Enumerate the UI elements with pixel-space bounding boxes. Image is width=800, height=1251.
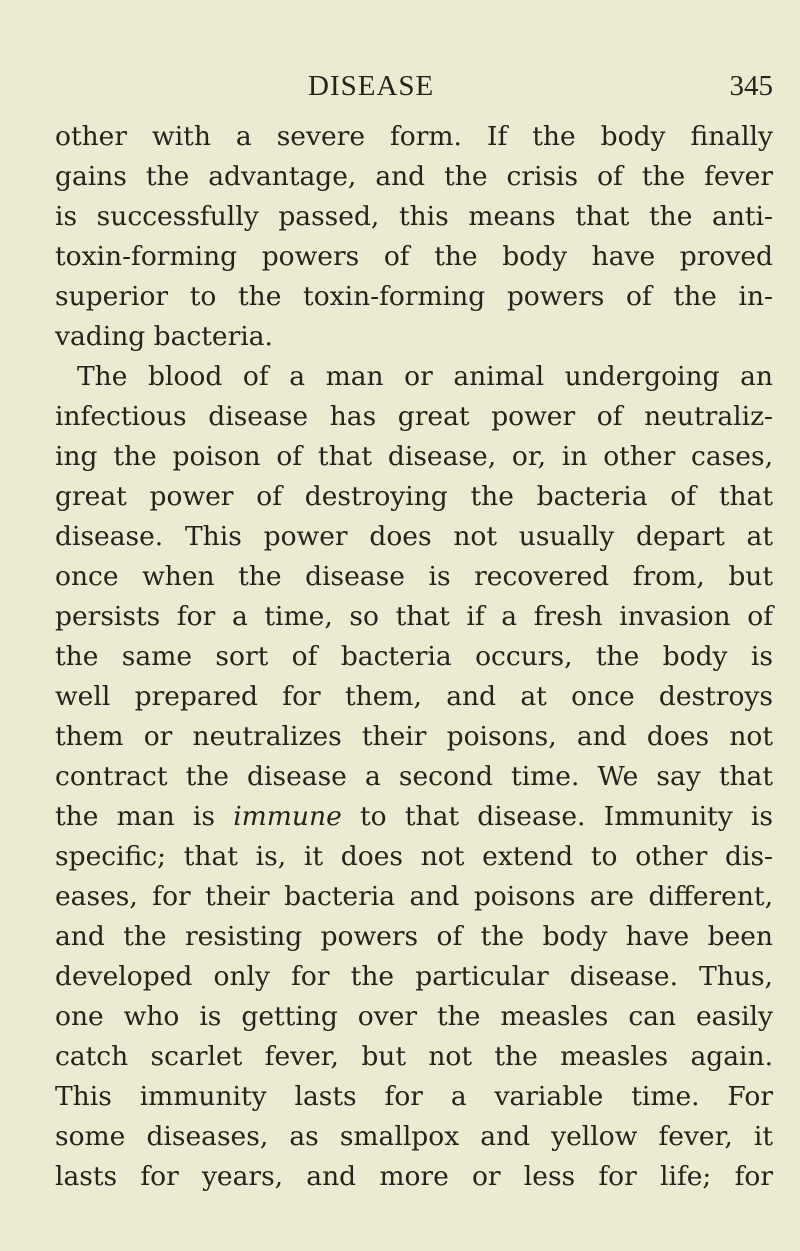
text-line: well prepared for them, and at once destroys (55, 681, 773, 712)
emphasized-word: immune (233, 801, 342, 832)
text-line: specific; that is, it does not extend to other dis- (55, 841, 773, 872)
text-line: great power of destroying the bacteria of that (55, 481, 773, 512)
text-line: vading bacteria. (55, 321, 273, 352)
page-number: 345 (729, 70, 773, 102)
line-segment: to that disease. Immunity is (360, 801, 773, 832)
text-line: disease. This power does not usually depart at (55, 521, 773, 552)
text-line: eases, for their bacteria and poisons are different, (55, 881, 773, 912)
text-line: contract the disease a second time. We say that (55, 761, 773, 792)
text-line: catch scarlet fever, but not the measles again. (55, 1041, 773, 1072)
text-line: toxin-forming powers of the body have proved (55, 241, 773, 272)
text-line: infectious disease has great power of neutraliz- (55, 401, 773, 432)
page-header (55, 70, 773, 110)
text-line: superior to the toxin-forming powers of the in- (55, 281, 773, 312)
text-line-with-emphasis (55, 797, 773, 837)
text-line: persists for a time, so that if a fresh invasion of (55, 601, 773, 632)
text-line: lasts for years, and more or less for life; for (55, 1161, 773, 1192)
running-head: DISEASE (308, 70, 435, 102)
text-line: one who is getting over the measles can easily (55, 1001, 773, 1032)
text-line: gains the advantage, and the crisis of the fever (55, 161, 773, 192)
text-line: the same sort of bacteria occurs, the body is (55, 641, 773, 672)
text-line: is successfully passed, this means that the anti- (55, 201, 773, 232)
text-line: This immunity lasts for a variable time. For (55, 1081, 773, 1112)
text-line: some diseases, as smallpox and yellow fever, it (55, 1121, 773, 1152)
line-segment: the man is (55, 801, 215, 832)
text-line: other with a severe form. If the body finally (55, 121, 773, 152)
text-line: ing the poison of that disease, or, in other cases, (55, 441, 773, 472)
body-text (55, 117, 773, 1197)
text-line: them or neutralizes their poisons, and does not (55, 721, 773, 752)
text-line: developed only for the particular disease. Thus, (55, 961, 773, 992)
text-line: once when the disease is recovered from, but (55, 561, 773, 592)
paragraph-start-line: The blood of a man or animal undergoing an (77, 361, 773, 392)
text-line: and the resisting powers of the body have been (55, 921, 773, 952)
